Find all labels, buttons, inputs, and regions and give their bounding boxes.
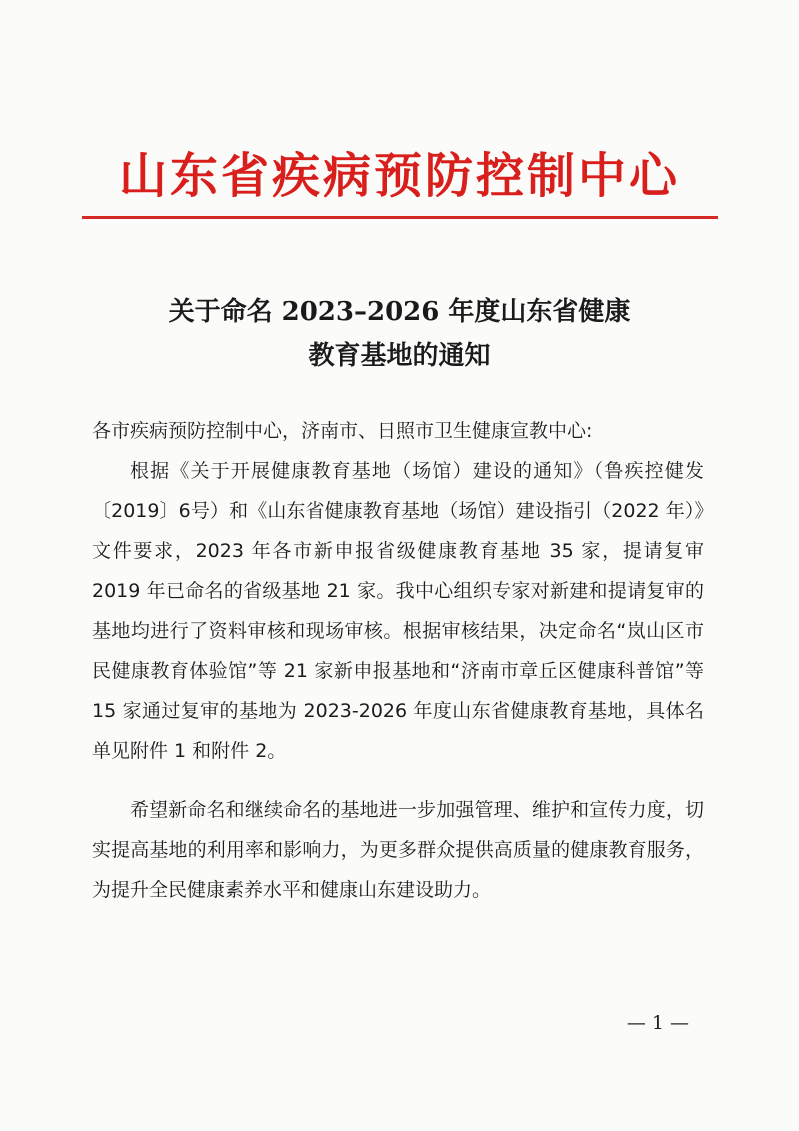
- body-paragraph-2: 希望新命名和继续命名的基地进一步加强管理、维护和宣传力度，切实提高基地的利用率和影响力，为更多群众提供高质量的健康教育服务，为提升全民健康素养水平和健康山东建设助力。: [92, 799, 704, 901]
- document-body: [92, 411, 704, 910]
- red-header-rule: [82, 216, 718, 219]
- issuing-organization-header: 山东省疾病预防控制中心: [118, 148, 680, 204]
- title-line-1: 关于命名 2023–2026 年度山东省健康: [168, 297, 631, 327]
- page-number: — 1 —: [626, 1012, 689, 1034]
- title-line-2: 教育基地的通知: [308, 341, 491, 371]
- document-title: [0, 290, 799, 378]
- salutation: 各市疾病预防控制中心，济南市、日照市卫生健康宣教中心:: [92, 420, 593, 442]
- body-paragraph-1: 根据《关于开展健康教育基地（场馆）建设的通知》（鲁疾控健发〔2019〕6号）和《山东省健康教育基地（场馆）建设指引（2022 年）》文件要求，2023 年各市新申报省级健康教育基地 35 家，提请复审 2019 年已命名的省级基地 21 家。我中心组织专家对新建和提请复审的基地均进行了资料审核和现场审核。根据审核结果，决定命名“岚山区市民健康教育体验馆”等 21 家新申报基地和“济南市章丘区健康科普馆”等 15 家通过复审的基地为 2023-2026 年度山东省健康教育基地，具体名单见附件 1 和附件 2。: [92, 460, 704, 762]
